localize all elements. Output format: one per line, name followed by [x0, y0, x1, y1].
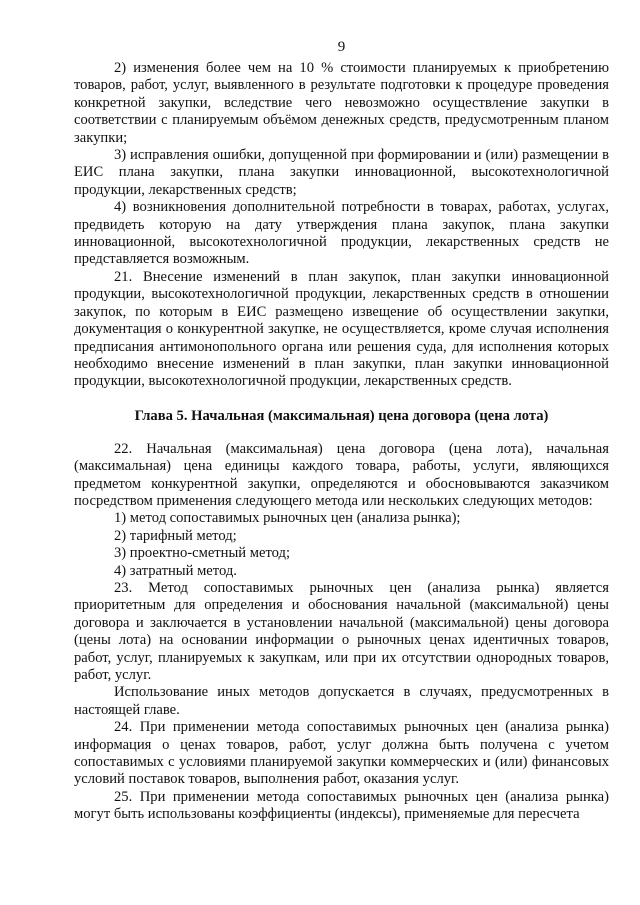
- paragraph-other-methods: Использование иных методов допускается в случаях, предусмотренных в настоящей главе.: [74, 684, 609, 718]
- paragraph-24: 24. При применении метода сопоставимых рыночных цен (анализа рынка) информация о ценах товаров, работ, услуг должна быть получена с учетом сопоставимых с условиями планируемой закупки коммерческих и (или) финансовых условий поставок товаров, выполнения работ, оказания услуг.: [74, 719, 609, 788]
- chapter-heading: Глава 5. Начальная (максимальная) цена договора (цена лота): [134, 407, 549, 424]
- paragraph-21: 21. Внесение изменений в план закупок, план закупки инновационной продукции, высокотехнологичной продукции, лекарственных средств в отношении закупок, по которым в ЕИС размещено извещение об осуществлении закупки, документация о конкурентной закупке, не осуществляется, кроме случая исполнения предписания антимонопольного органа или решения суда, для исполнения которых необходимо внесение изменений в план закупки, план закупки инновационной продукции, высокотехнологичной продукции, лекарственных средств.: [74, 268, 609, 390]
- method-item-4: 4) затратный метод.: [114, 562, 237, 579]
- document-page: [74, 36, 609, 824]
- paragraph-item-4: 4) возникновения дополнительной потребности в товарах, работах, услугах, предвидеть которую на дату утверждения плана закупок, плана закупки инновационной, высокотехнологичной продукции, лекарственных средств не представляется возможным.: [74, 199, 609, 268]
- method-item-2: 2) тарифный метод;: [114, 527, 237, 544]
- paragraph-item-3: 3) исправления ошибки, допущенной при формировании и (или) размещении в ЕИС плана закупки, плана закупки инновационной, высокотехнологичной продукции, лекарственных средств;: [74, 147, 609, 198]
- paragraph-23: 23. Метод сопоставимых рыночных цен (анализа рынка) является приоритетным для определения и обоснования начальной (максимальной) цены договора и заключается в установлении начальной (максимальной) цены договора (цены лота) на основании информации о рыночных ценах идентичных товаров, работ, услуг, планируемых к закупкам, или при их отсутствии однородных товаров, работ, услуг.: [74, 579, 609, 683]
- method-item-1: 1) метод сопоставимых рыночных цен (анализа рынка);: [114, 510, 461, 527]
- paragraph-25: 25. При применении метода сопоставимых рыночных цен (анализа рынка) могут быть использованы коэффициенты (индексы), применяемые для пересчета: [74, 788, 609, 823]
- paragraph-item-2: 2) изменения более чем на 10 % стоимости планируемых к приобретению товаров, работ, услуг, выявленного в результате подготовки к процедуре проведения конкретной закупки, вследствие чего невозможно осуществление закупки в соответствии с планируемым объёмом денежных средств, предусмотренным планом закупки;: [74, 60, 609, 146]
- method-item-3: 3) проектно-сметный метод;: [114, 545, 291, 562]
- page-number: 9: [337, 39, 346, 55]
- paragraph-22: 22. Начальная (максимальная) цена договора (цена лота), начальная (максимальная) цена единицы каждого товара, работы, услуги, являющихся предметом конкурентной закупки, определяются и обосновываются заказчиком посредством применения следующего метода или нескольких следующих методов:: [74, 440, 609, 509]
